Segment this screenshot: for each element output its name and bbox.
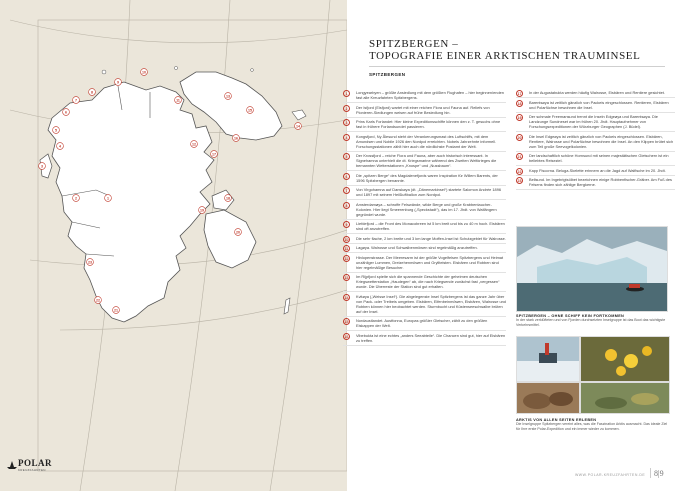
legend-item [343,202,506,220]
spitsbergen-island [48,82,214,322]
polar-logo [6,458,52,472]
map-marker-9 [115,79,122,86]
legend-item [343,221,506,234]
map-marker-20 [235,229,242,236]
legend-item [343,134,506,152]
legend-text: Kongsfjord, Ny Ålesund steht der Verankerungsmast des Luftschiffs, mit dem Amundsen und Nobile 1926 den Nordpol erreichten. Nobels Jahrzehnte informell. Forschungsstationen zählt hier auch die nördlichste Postamt der Welt. [356,133,497,149]
svg-text:13: 13 [226,94,230,99]
legend-number-badge: 18 [517,101,522,106]
legend-text: Longyearbyen – größte Ansiedlung mit dem größten Flughafen – hier beginnen/enden fast alle Kreuzfahrten Spitzbergens. [356,90,504,100]
legend-text: Die sehr flache, 2 km breite und 3 km lange Moffen-Insel ist Schutzgebiet für Walrosse. [356,235,506,241]
edgeoya [204,210,256,268]
legend-text: Die Insel Edgeøya ist zeitlich gänzlich von Packeis eingeschlossen. Eisbären, Rentiere, Walrosse und Polarfüchse bewohnen die Insel. An den Klippen brütet sich zum Teil große Seevogelkolonien. [529,133,674,149]
legend-text: Kvitøya („Weisse Insel“). Die abgelegenste Insel Spitzbergens ist das ganze Jahr über von Pack- oder Treibeis umgeben. Eisbären, Elfenbeinmöwen, Eisbären, Walrosse und Robben können hier beobachtet werden. Sturmbucht und Küstenseeschwalbe brüten auf der Insel. [356,293,506,314]
map-marker-3 [39,163,46,170]
legend-item [516,153,675,166]
legend-text: Lagøya. Walrosse und Schwalbenmöwen sind regelmäßig anzutreffen. [356,245,478,250]
svg-text:14: 14 [296,124,300,129]
photo-walrus [516,382,580,414]
legend-text: Liefdefjord – die Front des Monacobreen ist 5 km breit und bis zu 40 m hoch. Eisbären sind oft anzutreffen. [356,221,505,231]
legend-item [343,333,506,346]
legend-item [516,177,675,190]
legend-item [343,255,506,273]
svg-text:23: 23 [88,260,92,265]
svg-text:15: 15 [248,108,252,113]
legend-number-badge: 14 [344,295,349,300]
kvitoya [292,110,306,120]
caption-boat: SPITZBERGEN – OHNE SCHIFF KEIN FORTKOMMEN In der stark zerklüfteten und von Fjorden durchsetzten Inselgruppe ist das Boot das wichtigste Verkehrsmittel. [516,314,666,327]
legend-text: In der Augustabukta werden häufig Walrosse, Eisbären und Rentiere gesichtet. [529,90,665,95]
legend-number-badge: 8 [343,202,350,209]
legend-item [516,114,675,132]
legend-text: Der landschaftlich schöne Hornsund mit seinen majestätischen Gletschern ist ein beliebtes Reiseziel. [529,153,669,163]
map-marker-18 [225,195,232,202]
page-numbers: 8|9 [654,469,664,478]
caption-arctic: ARKTIS VON ALLEN SEITEN ERLEBEN Die Inselgruppe Spitzbergen vereint alles, was die Faszination Arktis ausmacht. Das ideale Ziel für Ihre erste Polar-Expedition und ein immer wieder zu kommen. [516,418,668,431]
legend-number-badge: 12 [344,256,349,261]
legend-number-badge: 21 [517,155,522,159]
footer-separator [650,468,651,478]
legend-number-badge: 22 [517,169,522,174]
svg-text:7: 7 [75,98,77,103]
map-marker-19 [199,207,206,214]
legend-number-badge: 2 [343,105,350,112]
map-marker-14 [295,123,302,130]
legend-text: Von Virgohamna auf Danskøya (dt. „Dänemarkinsel“) startete Salomon Andrée 1896 und 1897 mit seinem Heißluftballon zum Nordpol. [356,187,502,197]
legend-number-badge: 19 [517,116,522,120]
photo-arctic-flowers [580,336,670,382]
svg-text:4: 4 [59,144,61,149]
svg-text:20: 20 [236,230,240,235]
legend-number-badge: 4 [343,134,350,141]
map-marker-4 [57,143,64,150]
legend-text: Der schmale Freemansund trennt die Inseln Edgeøya und Barentsøya. Die Landzunge Sundneset war im frühen 20. Jhdt. Hauptaufnehmer von Forschungsexpeditionen der Würzburger Geographen (J. Büdel). [529,114,658,129]
map-marker-15 [247,107,254,114]
legend-text: Die „spitzen Berge“ des Magdalenefjords waren Inspiration für Willem Barents, der 1596 Spitzbergen benannte. [356,172,498,183]
legend-item [343,187,506,200]
svg-text:22: 22 [96,298,100,303]
svg-text:12: 12 [192,142,196,147]
legend-text: Nordaustlandet. Austfonna, Europas größter Gletscher, zählt zu den größten Eiskappen der Welt. [356,318,488,328]
legend-item [516,134,675,152]
legend-number-badge: 3 [343,119,350,126]
map-marker-13 [225,93,232,100]
footer-url[interactable]: WWW.POLAR-KREUZFAHRTEN.DE [575,473,646,477]
svg-text:6: 6 [65,110,67,115]
legend-item [343,90,506,103]
svg-text:1: 1 [107,196,109,201]
section-subtitle: SPITZBERGEN [369,72,406,77]
map-marker-17 [211,151,218,158]
legend-text: Amsterdamøya – schroffe Felswände, wilde Berge und große Krabbentaucher-Kolonien. Hier liegt Smeerenburg („Speckstadt“), das im 17. Jhdt. von Walfängern gegründet wurde. [356,201,497,217]
map-marker-12 [191,141,198,148]
hopen-island [284,298,290,314]
map-marker-8 [89,89,96,96]
legend-item [343,245,506,253]
legend-number-badge: 11 [344,247,349,251]
legend-number-badge: 20 [517,135,522,140]
svg-text:9: 9 [117,80,119,85]
legend-item [343,274,506,292]
legend-item [516,100,675,113]
map-marker-7 [73,97,80,104]
photo-ship-ice [516,336,580,382]
svg-text:17: 17 [212,152,216,157]
svg-text:2: 2 [75,196,77,201]
legend-number-badge: 9 [343,221,350,228]
legend-number-badge: 17 [517,92,522,96]
map-marker-2 [73,195,80,202]
map-marker-10 [141,69,148,76]
legend-number-badge: 16 [344,334,349,339]
map-marker-5 [53,127,60,134]
legend-item [516,168,675,176]
legend-item [343,119,506,132]
legend-item [343,294,506,317]
svg-text:8: 8 [91,90,93,95]
photo-tundra [580,382,670,414]
legend-column-right [516,90,675,192]
legend-item [516,90,675,98]
map-marker-21 [113,307,120,314]
legend-item [343,173,506,186]
legend-number-badge: 1 [343,90,350,97]
svg-text:19: 19 [200,208,204,213]
legend-item [343,236,506,244]
svg-text:18: 18 [226,196,230,201]
title-divider [369,66,665,67]
logo-name: POLAR [18,458,52,468]
legend-text: Im Rijpfjord spielte sich die spannende Geschichte der geheimen deutschen Kriegswetterstation „Haudegen“ ab, die nach Kriegsende zunächst fast „vergessen“ wurde. Die Überreste der Station sind gut erhalten. [356,274,500,289]
svg-text:21: 21 [114,308,118,313]
legend-number-badge: 15 [344,320,349,324]
legend-number-badge: 5 [343,153,350,160]
legend-text: Barentsøya ist zeitlich gänzlich von Packeis eingeschlossen. Rentieren, Eisbären und Polarfüchse bewohnen die Insel. [529,99,669,110]
legend-column-left [343,90,506,347]
legend-item [343,105,506,118]
legend-text: Der Isfjord (Eisfjord) wartet mit einer reichen Flora und Fauna auf. Reliefs von Pionieren-Siedlungen weisen auf frühe Besiedlung hin. [356,104,490,115]
photo-glacier-zodiac [516,226,668,312]
legend-text: Vibebukta ist eine echtes „anders Seeabteile“. Die Chancen sind gut, hier auf Eisbären zu treffen. [356,332,506,343]
svg-text:5: 5 [55,128,57,133]
map-marker-16 [233,135,240,142]
ship-logo-icon [6,460,18,470]
legend-number-badge: 7 [343,187,350,194]
legend-text: Prins Karls Forlandet: Hier kleine Expeditionsschiffe können den z. T. gesuchs ohne fast in frühere Forlandsundet passieren. [356,119,501,129]
svg-text:16: 16 [234,136,238,141]
map-marker-6 [63,109,70,116]
legend-number-badge: 13 [344,276,349,280]
legend-text: Der Krossfjord – reiche Flora und Fauna, aber auch historisch interessant. In Signehamna unterhielt die dt. Kriegsmarine während des Zweiten Weltkrieges die bemannten Wetterstationen „Knospe“ und „Nussbaum“. [356,153,497,168]
legend-text: Kapp Fiscorna. Beluga-Skelette erinnern an die Jagd auf Walfische im 20. Jhdt. [529,167,666,173]
legend-text: Hinlopenstrasse. Der Meeresarm ist der größte Vogelfelsen Spitzbergens und Heimat unzähliger Lummen, Dreizehenmöwen und Gryllteisten. Eisbären und Robben sind hier regelmäßige Besucher. [356,254,504,270]
map-marker-11 [175,97,182,104]
legend-text: Bellsund. Im Ingebrigtsölbet bezeichnen einige Robbenfischer-Gräber. Am Fuß des Felsens finden sich zählige Bergkerne. [529,177,672,187]
legend-number-badge: 6 [343,173,350,180]
legend-number-badge: 10 [344,237,349,242]
svg-text:11: 11 [176,98,180,103]
map-marker-23 [87,259,94,266]
logo-sub: KREUZFAHRTEN [18,468,46,472]
svg-text:10: 10 [142,70,146,75]
legend-number-badge: 23 [517,179,522,183]
legend-item [343,318,506,331]
svg-text:3: 3 [41,164,43,169]
legend-item [343,153,506,171]
map-marker-22 [95,297,102,304]
page-title: SPITZBERGEN – TOPOGRAFIE EINER ARKTISCHEN TRAUMINSEL [369,38,641,62]
map-marker-1 [105,195,112,202]
